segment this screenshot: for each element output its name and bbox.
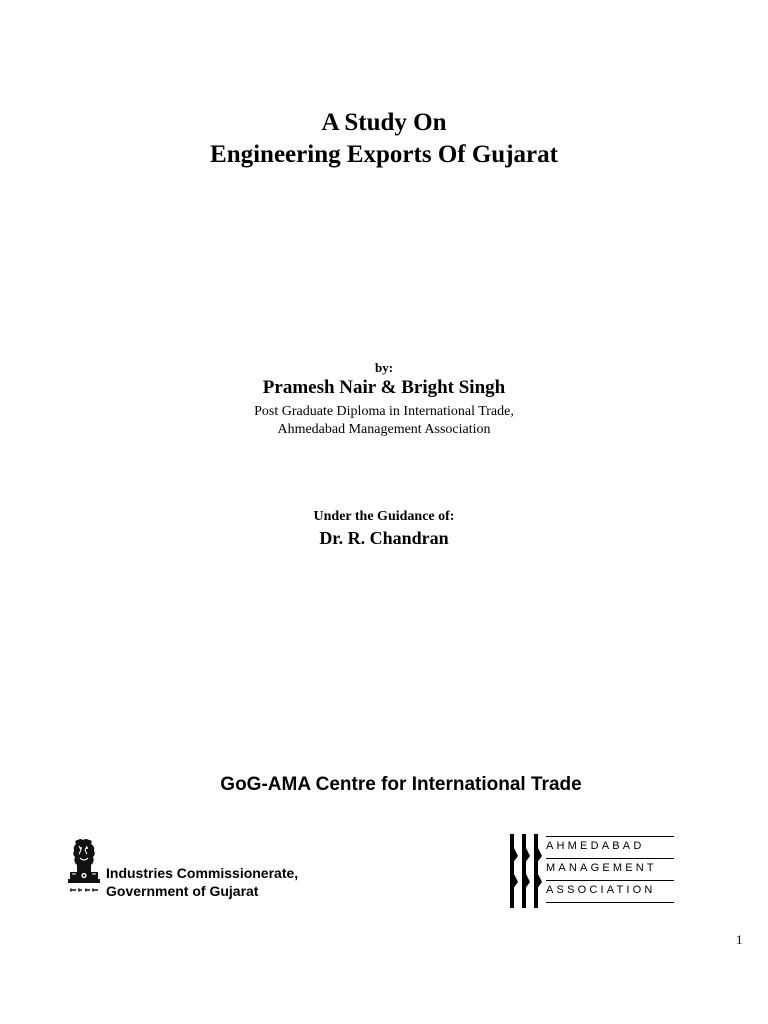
ama-word-1: AHMEDABAD — [546, 836, 674, 859]
state-emblem-icon — [62, 838, 106, 904]
centre-name: GoG-AMA Centre for International Trade — [220, 774, 582, 795]
ama-wordmark — [546, 836, 674, 903]
page-number: 1 — [736, 932, 743, 947]
guide-name: Dr. R. Chandran — [319, 528, 449, 548]
title-line-2: Engineering Exports Of Gujarat — [210, 141, 558, 168]
ama-mark-icon — [508, 834, 542, 908]
gog-line-1: Industries Commissionerate, — [106, 865, 299, 881]
program-name: Post Graduate Diploma in International Trade, — [254, 404, 514, 419]
by-label: by: — [374, 360, 394, 375]
title-line-1: A Study On — [321, 109, 447, 136]
institution-name: Ahmedabad Management Association — [277, 422, 491, 437]
ama-word-2: MANAGEMENT — [546, 859, 674, 881]
ama-word-3: ASSOCIATION — [546, 881, 674, 903]
gog-line-2: Government of Gujarat — [106, 883, 259, 899]
authors: Pramesh Nair & Bright Singh — [262, 377, 506, 398]
guidance-label: Under the Guidance of: — [313, 509, 455, 524]
gog-label — [106, 864, 298, 900]
